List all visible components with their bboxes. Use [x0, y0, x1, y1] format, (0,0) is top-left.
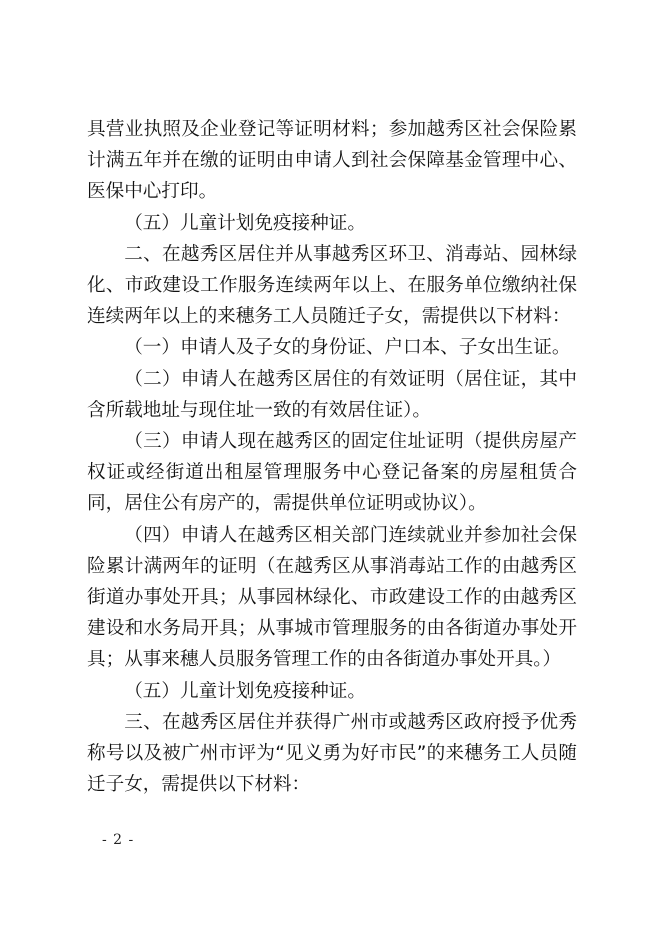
paragraph-item: （二）申请人在越秀区居住的有效证明（居住证，其中含所载地址与现住址一致的有效居住证）。	[87, 368, 577, 421]
section-heading-paragraph: 三、在越秀区居住并获得广州市或越秀区政府授予优秀称号以及被广州市评为“见义勇为好市民”的来穗务工人员随迁子女，需提供以下材料：	[87, 711, 577, 796]
paragraph-item: （三）申请人现在越秀区的固定住址证明（提供房屋产权证或经街道出租屋管理服务中心登记备案的房屋租赁合同，居住公有房产的，需提供单位证明或协议）。	[87, 431, 577, 515]
page-number: - 2 -	[102, 832, 135, 848]
paragraph-continuation: 具营业执照及企业登记等证明材料；参加越秀区社会保险累计满五年并在缴的证明由申请人到社会保障基金管理中心、医保中心打印。	[87, 119, 577, 203]
document-body	[87, 114, 577, 800]
paragraph-item: （五）儿童计划免疫接种证。	[124, 680, 366, 702]
section-heading-paragraph: 二、在越秀区居住并从事越秀区环卫、消毒站、园林绿化、市政建设工作服务连续两年以上、在服务单位缴纳社保连续两年以上的来穗务工人员随迁子女，需提供以下材料：	[87, 243, 577, 328]
paragraph-item: （四）申请人在越秀区相关部门连续就业并参加社会保险累计满两年的证明（在越秀区从事消毒站工作的由越秀区街道办事处开具；从事园林绿化、市政建设工作的由越秀区建设和水务局开具；从事城市管理服务的由各街道办事处开具；从事来穗人员服务管理工作的由各街道办事处开具。）	[87, 524, 577, 671]
paragraph-item: （一）申请人及子女的身份证、户口本、子女出生证。	[124, 337, 571, 359]
paragraph-item: （五）儿童计划免疫接种证。	[124, 212, 366, 234]
